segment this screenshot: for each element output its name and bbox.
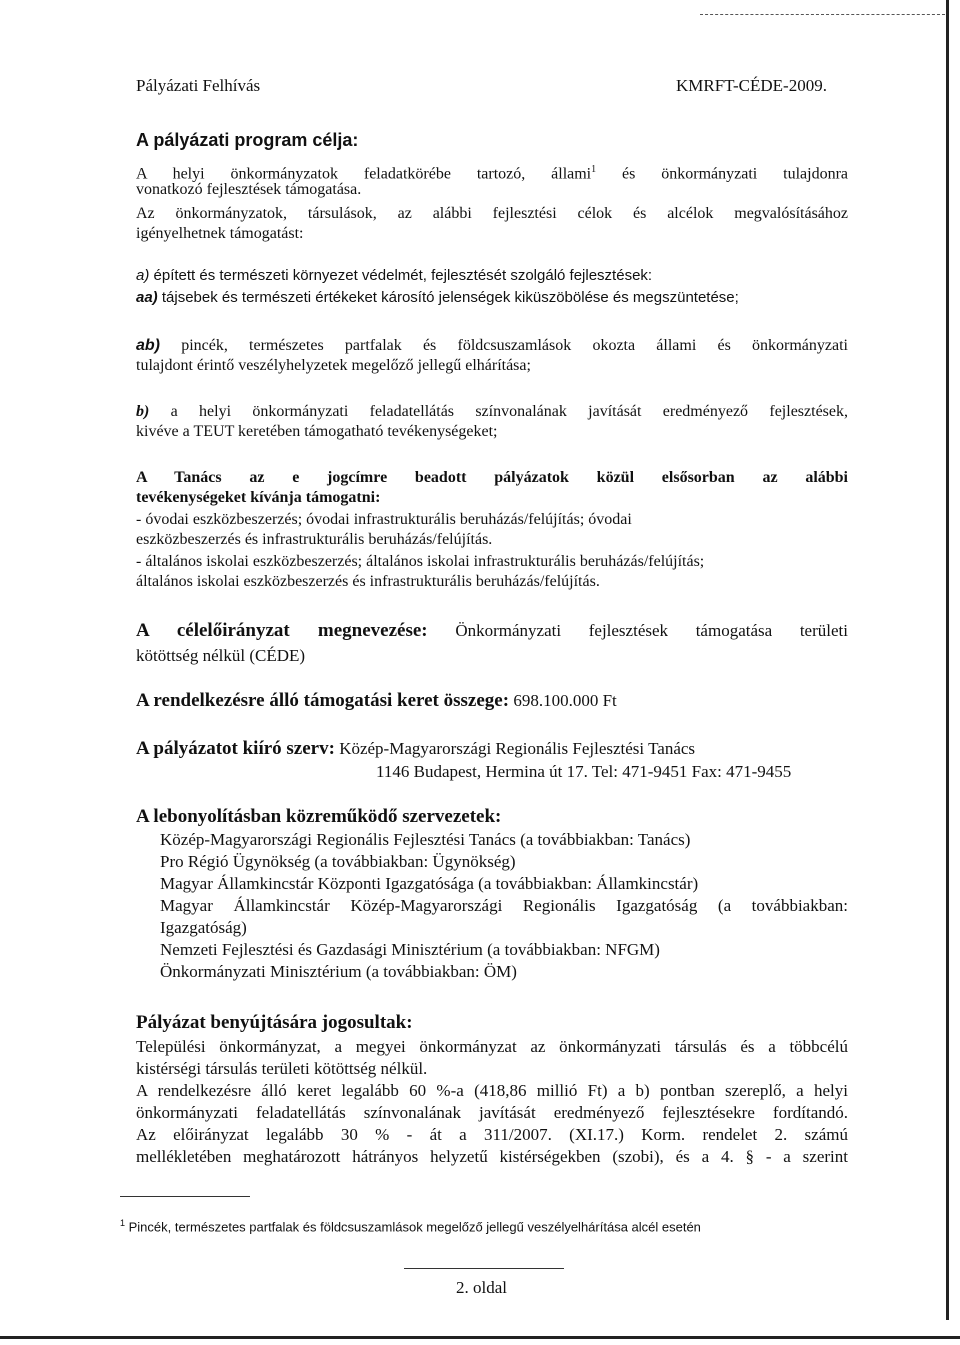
target-line-2: kötöttség nélkül (CÉDE): [136, 646, 306, 665]
organizations-heading: A lebonyolításban közreműködő szervezetek:: [136, 806, 502, 827]
right-scan-edge: [946, 0, 949, 1320]
goal-aa: aa) tájsebek és természeti értékeket károsító jelenségek kiküszöbölése és megszüntetése;: [136, 289, 739, 306]
council-item-2-line-2: általános iskolai eszközbeszerzés és infrastrukturális beruházás/felújítás.: [136, 573, 600, 590]
eligible-line: kistérségi társulás területi kötöttség nélkül.: [136, 1059, 428, 1078]
goal-b-line-2: kivéve a TEUT keretében támogatható tevékenységeket;: [136, 423, 498, 440]
budget-line: A rendelkezésre álló támogatási keret összege: 698.100.000 Ft: [136, 690, 617, 711]
organization-item: Igazgatóság): [160, 918, 247, 937]
top-dashed-rule: [700, 14, 945, 15]
council-line-1: A Tanács az e jogcímre beadott pályázatok közül elsősorban az alábbi: [136, 469, 848, 486]
eligible-line: A rendelkezésre álló keret legalább 60 %-a (418,86 millió Ft) a b) pontban szereplő, a helyi: [136, 1081, 848, 1100]
organization-item: Önkormányzati Minisztérium (a továbbiakban: ÖM): [160, 962, 517, 981]
target-line-1: A célelőirányzat megnevezése: Önkormányzati fejlesztések támogatása területi: [136, 620, 848, 641]
program-line-1: A helyi önkormányzatok feladatkörébe tartozó, állami$^1$ és önkormányzati tulajdonra: [136, 164, 848, 183]
bottom-scan-edge: [0, 1336, 960, 1339]
program-line-4: igényelhetnek támogatást:: [136, 225, 304, 242]
header-right: KMRFT-CÉDE-2009.: [676, 76, 827, 95]
issuer-line-1: A pályázatot kiíró szerv: Közép-Magyarországi Regionális Fejlesztési Tanács: [136, 738, 696, 759]
goal-ab-line-2: tulajdont érintő veszélyhelyzetek megelőző jellegű elhárítása;: [136, 357, 531, 374]
header-left: Pályázati Felhívás: [136, 76, 261, 95]
footnote: $^1$ Pincék, természetes partfalak és földcsuszamlások megelőző jellegű veszélyelhárítása alcél esetén: [120, 1218, 701, 1235]
program-line-2: vonatkozó fejlesztések támogatása.: [136, 181, 362, 198]
eligible-line: önkormányzati feladatellátás színvonalának javítását eredményező fejlesztésekre fordítandó.: [136, 1103, 848, 1122]
goal-ab-line-1: ab) pincék, természetes partfalak és földcsuszamlások okozta állami és önkormányzati: [136, 337, 848, 354]
organization-item: Nemzeti Fejlesztési és Gazdasági Minisztérium (a továbbiakban: NFGM): [160, 940, 660, 959]
eligible-line: mellékletében meghatározott hátrányos helyzetű kistérségekben (szobi), és a 4. § - a szerint: [136, 1147, 848, 1166]
goal-b-line-1: b) a helyi önkormányzati feladatellátás színvonalának javítását eredményező fejlesztések,: [136, 403, 848, 420]
footnote-ref: 1: [591, 164, 597, 175]
page-number: 2. oldal: [456, 1278, 507, 1297]
program-heading: A pályázati program célja:: [136, 130, 359, 150]
organization-item: Magyar Államkincstár Központi Igazgatósága (a továbbiakban: Államkincstár): [160, 874, 699, 893]
program-line-3: Az önkormányzatok, társulások, az alábbi fejlesztési célok és alcélok megvalósításához: [136, 205, 848, 222]
eligible-line: Az előirányzat legalább 30 % - át a 311/2007. (XI.17.) Korm. rendelet 2. számú: [136, 1125, 848, 1144]
organization-item: Magyar Államkincstár Közép-Magyarországi Regionális Igazgatóság (a továbbiakban:: [160, 896, 848, 915]
organization-item: Közép-Magyarországi Regionális Fejlesztési Tanács (a továbbiakban: Tanács): [160, 830, 691, 849]
council-line-2: tevékenységeket kívánja támogatni:: [136, 489, 381, 506]
council-item-2-line-1: - általános iskolai eszközbeszerzés; általános iskolai infrastrukturális beruházás/felújítás;: [136, 553, 705, 570]
goal-a: a) épített és természeti környezet védelmét, fejlesztését szolgáló fejlesztések:: [136, 267, 653, 284]
council-item-1-line-1: - óvodai eszközbeszerzés; óvodai infrastrukturális beruházás/felújítás; óvodai: [136, 511, 632, 528]
footnote-rule: [120, 1196, 250, 1197]
eligible-line: Települési önkormányzat, a megyei önkormányzat az önkormányzati társulás és a többcélú: [136, 1037, 848, 1056]
page-number-rule: [404, 1268, 564, 1269]
eligible-heading: Pályázat benyújtására jogosultak:: [136, 1012, 413, 1033]
council-item-1-line-2: eszközbeszerzés és infrastrukturális beruházás/felújítás.: [136, 531, 493, 548]
organization-item: Pro Régió Ügynökség (a továbbiakban: Ügynökség): [160, 852, 516, 871]
issuer-line-2: 1146 Budapest, Hermina út 17. Tel: 471-9451 Fax: 471-9455: [376, 762, 792, 781]
